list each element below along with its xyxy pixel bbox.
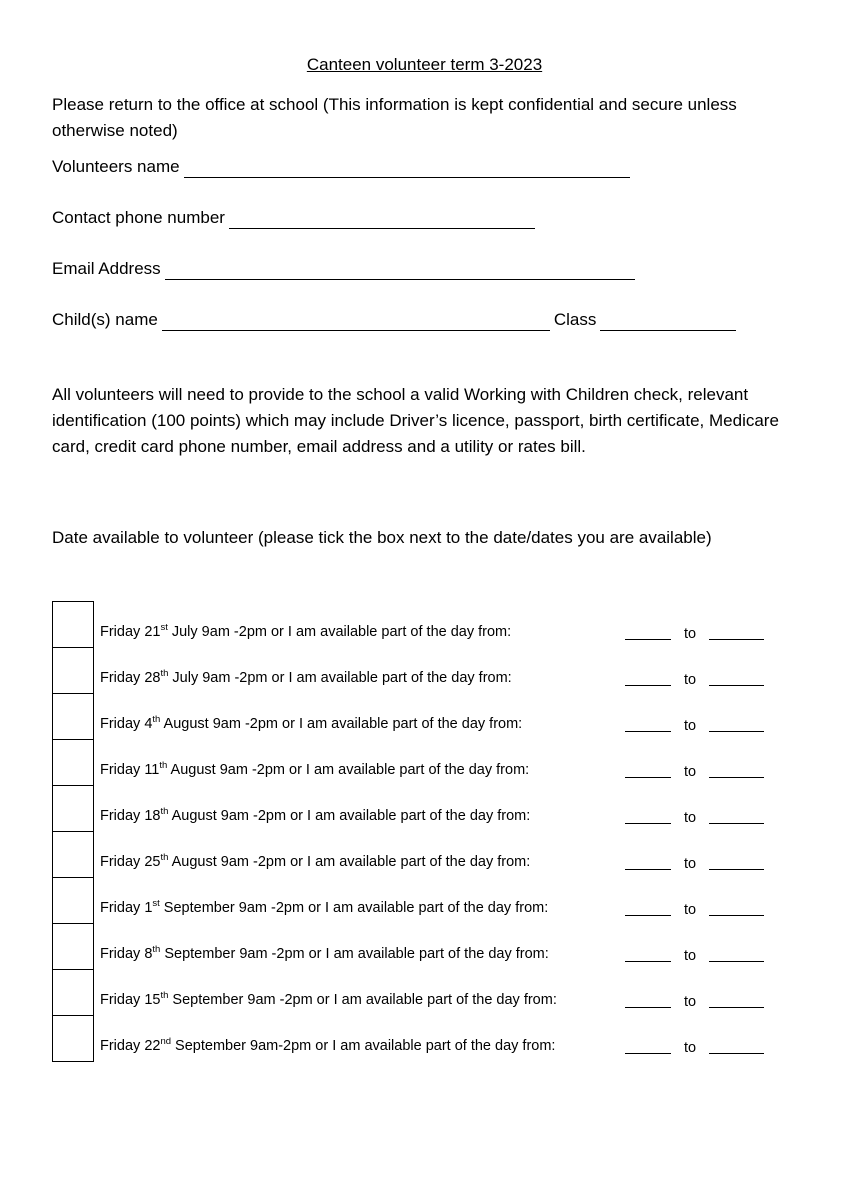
from-time-blank[interactable] [625, 869, 671, 870]
date-checkbox[interactable] [53, 601, 93, 647]
date-label [100, 1037, 555, 1055]
date-checkbox[interactable] [53, 693, 93, 739]
date-description: August 9am -2pm or I am available part of the day from: [160, 716, 523, 732]
contact-phone-label: Contact phone number [52, 208, 225, 227]
date-ordinal-suffix: st [152, 898, 160, 909]
date-checkbox[interactable] [53, 739, 93, 785]
date-ordinal-suffix: st [160, 622, 168, 633]
requirements-notice: All volunteers will need to provide to the school a valid Working with Children check, relevant identification (100 points) which may include Driver’s licence, passport, birth certificate, Medicare card, credit card phone number, email address and a utility or rates bill. [52, 385, 779, 456]
date-checkbox[interactable] [53, 877, 93, 923]
from-time-blank[interactable] [625, 731, 671, 732]
to-label: to [684, 902, 697, 918]
to-time-blank[interactable] [709, 1007, 764, 1008]
to-label: to [684, 948, 697, 964]
to-label: to [684, 764, 697, 780]
date-checkbox[interactable] [53, 1015, 93, 1062]
date-description: September 9am -2pm or I am available part of the day from: [159, 900, 549, 916]
date-label [100, 807, 530, 825]
date-prefix: Friday 15 [100, 992, 161, 1008]
from-time-blank[interactable] [625, 915, 671, 916]
availability-row [100, 969, 780, 1015]
date-label [100, 669, 512, 687]
date-label [100, 623, 511, 641]
intro-text: Please return to the office at school (This information is kept confidential and secure unless otherwise noted) [52, 95, 737, 140]
date-prefix: Friday 18 [100, 808, 161, 824]
from-time-blank[interactable] [625, 823, 671, 824]
from-time-blank[interactable] [625, 685, 671, 686]
date-prefix: Friday 28 [100, 670, 161, 686]
date-label [100, 761, 529, 779]
to-label: to [684, 994, 697, 1010]
to-label: to [684, 810, 697, 826]
form-title-text: Canteen volunteer term 3-2023 [306, 55, 543, 74]
child-name-blank[interactable] [162, 312, 550, 331]
availability-heading: Date available to volunteer (please tick the box next to the date/dates you are available) [52, 528, 712, 547]
date-label [100, 991, 557, 1009]
date-ordinal-suffix: th [152, 944, 161, 955]
to-label: to [684, 718, 697, 734]
date-label [100, 853, 530, 871]
form-title [0, 54, 849, 76]
child-name-field [52, 309, 736, 331]
date-prefix: Friday 1 [100, 900, 153, 916]
email-field [52, 258, 635, 280]
date-description: August 9am -2pm or I am available part of the day from: [167, 762, 530, 778]
to-time-blank[interactable] [709, 915, 764, 916]
date-ordinal-suffix: th [160, 668, 169, 679]
to-time-blank[interactable] [709, 869, 764, 870]
email-label: Email Address [52, 259, 161, 278]
to-time-blank[interactable] [709, 685, 764, 686]
date-description: August 9am -2pm or I am available part of the day from: [168, 854, 531, 870]
date-prefix: Friday 22 [100, 1038, 161, 1054]
date-description: September 9am-2pm or I am available part of the day from: [171, 1038, 556, 1054]
date-description: September 9am -2pm or I am available part of the day from: [168, 992, 557, 1008]
volunteer-name-label: Volunteers name [52, 157, 180, 176]
date-prefix: Friday 4 [100, 716, 153, 732]
to-time-blank[interactable] [709, 777, 764, 778]
date-ordinal-suffix: th [160, 806, 169, 817]
to-label: to [684, 856, 697, 872]
date-description: July 9am -2pm or I am available part of the day from: [168, 670, 512, 686]
volunteer-name-field [52, 156, 630, 178]
date-checkbox[interactable] [53, 647, 93, 693]
contact-phone-blank[interactable] [229, 210, 535, 229]
date-ordinal-suffix: th [160, 990, 169, 1001]
date-ordinal-suffix: nd [160, 1036, 172, 1047]
availability-row [100, 831, 780, 877]
availability-row [100, 739, 780, 785]
date-description: August 9am -2pm or I am available part of the day from: [168, 808, 531, 824]
from-time-blank[interactable] [625, 1007, 671, 1008]
date-prefix: Friday 11 [100, 762, 160, 778]
date-checkbox[interactable] [53, 831, 93, 877]
date-label [100, 899, 548, 917]
date-description: July 9am -2pm or I am available part of the day from: [167, 624, 512, 640]
to-time-blank[interactable] [709, 639, 764, 640]
contact-phone-field [52, 207, 535, 229]
email-blank[interactable] [165, 261, 635, 280]
date-checkbox[interactable] [53, 969, 93, 1015]
to-time-blank[interactable] [709, 1053, 764, 1054]
date-ordinal-suffix: th [152, 714, 161, 725]
from-time-blank[interactable] [625, 639, 671, 640]
availability-row [100, 877, 780, 923]
date-checkbox[interactable] [53, 923, 93, 969]
date-ordinal-suffix: th [159, 760, 168, 771]
to-time-blank[interactable] [709, 731, 764, 732]
date-ordinal-suffix: th [160, 852, 169, 863]
to-label: to [684, 672, 697, 688]
from-time-blank[interactable] [625, 777, 671, 778]
availability-row [100, 693, 780, 739]
to-label: to [684, 1040, 697, 1056]
volunteer-name-blank[interactable] [184, 159, 630, 178]
child-name-label: Child(s) name [52, 310, 158, 329]
class-label: Class [553, 310, 597, 329]
availability-row [100, 647, 780, 693]
date-prefix: Friday 21 [100, 624, 161, 640]
to-time-blank[interactable] [709, 823, 764, 824]
availability-row [100, 1015, 780, 1061]
checkbox-column [52, 601, 94, 1062]
date-checkbox[interactable] [53, 785, 93, 831]
date-description: September 9am -2pm or I am available part of the day from: [160, 946, 549, 962]
to-label: to [684, 626, 697, 642]
availability-row [100, 601, 780, 647]
from-time-blank[interactable] [625, 1053, 671, 1054]
from-time-blank[interactable] [625, 961, 671, 962]
availability-row [100, 785, 780, 831]
date-label [100, 715, 522, 733]
date-label [100, 945, 549, 963]
date-prefix: Friday 25 [100, 854, 161, 870]
to-time-blank[interactable] [709, 961, 764, 962]
class-blank[interactable] [600, 312, 736, 331]
date-prefix: Friday 8 [100, 946, 153, 962]
availability-row [100, 923, 780, 969]
